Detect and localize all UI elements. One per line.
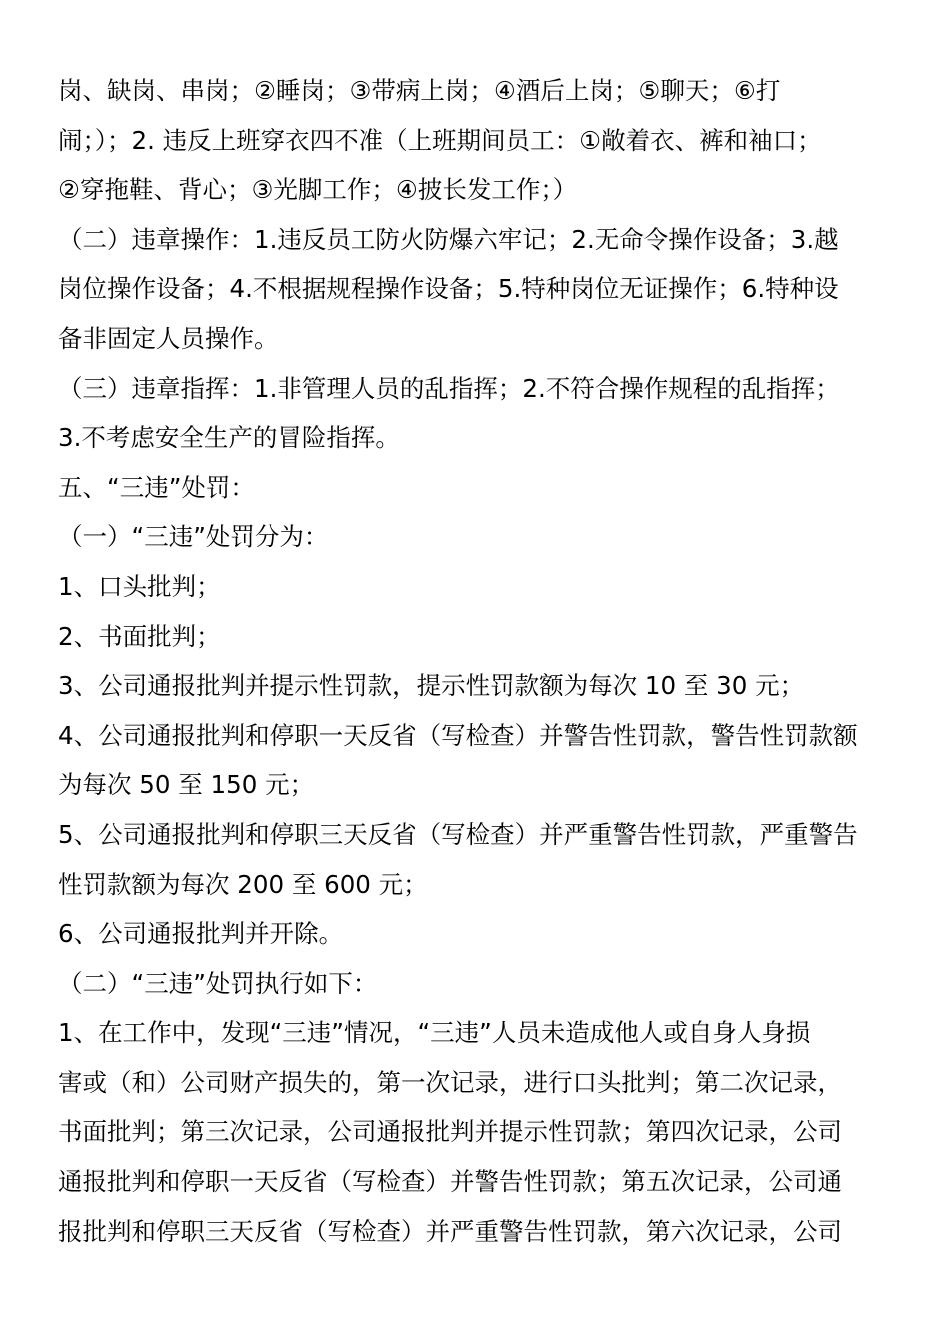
text-line: 岗位操作设备；4.不根据规程操作设备；5.特种岗位无证操作；6.特种设 [58, 274, 839, 304]
section-heading-penalty-execution: （二）“三违”处罚执行如下： [58, 968, 378, 998]
text-line: ②穿拖鞋、背心；③光脚工作；④披长发工作；） [58, 175, 578, 205]
chapter-heading-penalties: 五、“三违”处罚： [58, 472, 255, 502]
text-line: 闹；）；2. 违反上班穿衣四不准（上班期间员工：①敞着衣、裤和袖口； [58, 125, 822, 155]
section-heading-penalty-types: （一）“三违”处罚分为： [58, 522, 329, 552]
list-item: 1、口头批判； [58, 571, 221, 601]
text-line: 通报批判和停职一天反省（写检查）并警告性罚款；第五次记录，公司通 [58, 1167, 842, 1197]
text-line: 害或（和）公司财产损失的，第一次记录，进行口头批判；第二次记录， [58, 1067, 842, 1097]
text-line: 岗、缺岗、串岗；②睡岗；③带病上岗；④酒后上岗；⑤聊天；⑥打 [58, 76, 781, 105]
list-item: 3、公司通报批判并提示性罚款，提示性罚款额为每次 10 至 30 元； [58, 671, 805, 701]
section-heading-violation-command: （三）违章指挥：1.非管理人员的乱指挥；2.不符合操作规程的乱指挥； [58, 373, 840, 403]
list-item: 1、在工作中，发现“三违”情况，“三违”人员未造成他人或自身人身损 [58, 1018, 811, 1048]
text-line: 备非固定人员操作。 [58, 323, 279, 353]
text-line: 性罚款额为每次 200 至 600 元； [58, 869, 428, 899]
section-heading-violation-operation: （二）违章操作：1.违反员工防火防爆六牢记；2.无命令操作设备；3.越 [58, 224, 839, 254]
document-body [58, 66, 904, 1256]
list-item: 5、公司通报批判和停职三天反省（写检查）并严重警告性罚款，严重警告 [58, 819, 858, 849]
list-item: 2、书面批判； [58, 621, 221, 651]
text-line: 3.不考虑安全生产的冒险指挥。 [58, 423, 400, 453]
text-line: 为每次 50 至 150 元； [58, 770, 315, 800]
text-line: 书面批判；第三次记录，公司通报批判并提示性罚款；第四次记录，公司 [58, 1117, 842, 1147]
list-item: 6、公司通报批判并开除。 [58, 919, 344, 949]
list-item: 4、公司通报批判和停职一天反省（写检查）并警告性罚款，警告性罚款额 [58, 720, 858, 750]
text-line: 报批判和停职三天反省（写检查）并严重警告性罚款，第六次记录，公司 [58, 1216, 842, 1246]
